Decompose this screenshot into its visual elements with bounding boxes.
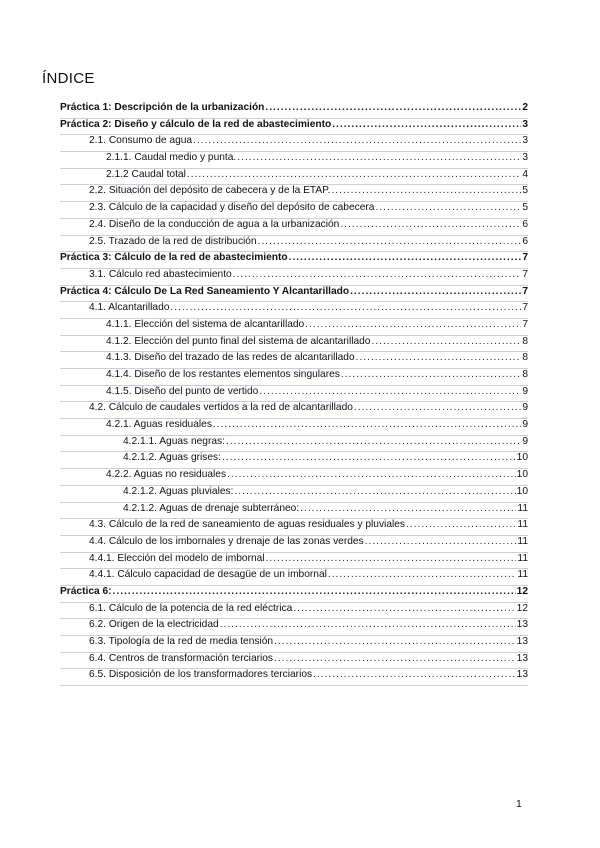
- toc-entry-title: 6.2. Origen de la electricidad: [89, 619, 219, 631]
- toc-entry-page: 4: [522, 168, 528, 180]
- toc-entry-title: 4.2.1.2. Aguas grises:: [123, 452, 221, 464]
- toc-entry[interactable]: [60, 236, 528, 253]
- toc-entry[interactable]: [60, 669, 528, 686]
- toc-entry-page: 10: [516, 452, 528, 464]
- toc-entry-title: 4.2.1.2. Aguas pluviales:: [123, 485, 234, 497]
- toc-entry[interactable]: [60, 286, 528, 303]
- toc-entry-page: 8: [522, 335, 528, 347]
- toc-entry-page: 13: [516, 619, 528, 631]
- toc-entry-title: 2.2. Situación del depósito de cabecera y de la ETAP.: [89, 185, 331, 197]
- toc-entry-page: 6: [522, 235, 528, 247]
- toc-entry[interactable]: [60, 419, 528, 436]
- toc-entry-page: 7: [522, 252, 528, 264]
- toc-entry-title: 4.2.1.2. Aguas de drenaje subterráneo:: [123, 502, 300, 514]
- toc-entry[interactable]: [60, 185, 528, 202]
- toc-entry-page: 11: [517, 569, 528, 581]
- toc-entry-title: 2.4. Diseño de la conducción de agua a la urbanización: [89, 218, 340, 230]
- toc-leader-dots: [187, 169, 521, 180]
- toc-entry-page: 7: [522, 268, 528, 280]
- toc-leader-dots: [313, 669, 516, 680]
- toc-entry-title: 2.1. Consumo de agua: [89, 135, 193, 147]
- toc-entry[interactable]: [60, 269, 528, 286]
- toc-heading: ÍNDICE: [42, 70, 95, 87]
- toc-entry-page: 13: [516, 669, 528, 681]
- toc-entry[interactable]: [60, 569, 528, 586]
- toc-entry-title: 2.3. Cálculo de la capacidad y diseño del depósito de cabecera: [89, 202, 375, 214]
- toc-entry-page: 5: [522, 202, 528, 214]
- toc-entry[interactable]: [60, 152, 528, 169]
- toc-leader-dots: [356, 352, 522, 363]
- toc-entry-page: 8: [522, 369, 528, 380]
- toc-leader-dots: [406, 519, 516, 530]
- toc-entry[interactable]: [60, 536, 528, 553]
- toc-entry-page: 6: [522, 218, 528, 230]
- toc-entry-title: Práctica 2: Diseño y cálculo de la red de abastecimiento: [60, 118, 332, 130]
- toc-leader-dots: [300, 503, 516, 514]
- toc-entry[interactable]: [60, 202, 528, 219]
- toc-entry-page: 13: [516, 652, 528, 664]
- toc-entry[interactable]: [60, 352, 528, 369]
- toc-leader-dots: [341, 369, 521, 380]
- toc-entry-title: 2.5. Trazado de la red de distribución: [89, 235, 257, 247]
- toc-entry-title: Práctica 3: Cálculo de la red de abastecimiento: [60, 252, 288, 264]
- toc-entry-page: 3: [522, 118, 528, 130]
- toc-entry-title: 4.1. Alcantarillado: [89, 302, 170, 314]
- toc-leader-dots: [213, 419, 521, 430]
- toc-entry-title: 6.1. Cálculo de la potencia de la red eléctrica: [89, 602, 293, 614]
- toc-leader-dots: [340, 219, 521, 230]
- toc-entry[interactable]: [60, 336, 528, 353]
- toc-entry-page: 10: [516, 485, 528, 497]
- toc-entry-title: 4.1.2. Elección del punto final del sistema de alcantarillado: [106, 335, 371, 347]
- toc-leader-dots: [193, 135, 521, 146]
- toc-entry-title: 4.2.1. Aguas residuales: [106, 419, 212, 431]
- toc-entry[interactable]: [60, 302, 528, 319]
- toc-entry-page: 12: [516, 602, 528, 614]
- toc-leader-dots: [350, 286, 521, 297]
- toc-entry[interactable]: [60, 636, 528, 653]
- toc-entry[interactable]: [60, 469, 528, 486]
- toc-entry-title: 4.2. Cálculo de caudales vertidos a la red de alcantarillado: [89, 402, 353, 414]
- toc-entry[interactable]: [60, 219, 528, 236]
- toc-entry-title: Práctica 6:: [60, 585, 112, 597]
- toc-entry[interactable]: [60, 169, 528, 186]
- toc-entry-title: 3.1. Cálculo red abastecimiento: [89, 268, 232, 280]
- toc-entry-title: 6.4. Centros de transformación terciarios: [89, 652, 274, 664]
- toc-leader-dots: [331, 185, 521, 196]
- toc-entry[interactable]: [60, 402, 528, 419]
- toc-entry-title: 4.2.1.1. Aguas negras:: [123, 435, 225, 447]
- toc-leader-dots: [375, 202, 521, 213]
- table-of-contents: [60, 102, 528, 686]
- toc-entry-page: 11: [517, 552, 528, 564]
- toc-entry-page: 2: [522, 102, 528, 113]
- toc-leader-dots: [289, 252, 522, 263]
- toc-entry-title: Práctica 1: Descripción de la urbanización: [60, 102, 265, 113]
- toc-entry[interactable]: [60, 135, 528, 152]
- toc-entry[interactable]: [60, 436, 528, 453]
- toc-entry-title: 2.1.2 Caudal total: [106, 168, 186, 180]
- toc-entry-title: 4.4. Cálculo de los imbornales y drenaje de las zonas verdes: [89, 535, 364, 547]
- toc-entry-page: 3: [522, 135, 528, 147]
- toc-entry-title: 4.3. Cálculo de la red de saneamiento de aguas residuales y pluviales: [89, 519, 406, 531]
- toc-entry-page: 13: [516, 636, 528, 647]
- toc-leader-dots: [305, 319, 521, 330]
- toc-entry-page: 12: [516, 585, 528, 597]
- toc-entry-title: 4.1.4. Diseño de los restantes elementos singulares: [106, 369, 340, 380]
- toc-entry-page: 9: [522, 385, 528, 397]
- toc-entry[interactable]: [60, 452, 528, 469]
- toc-entry-page: 11: [517, 535, 528, 547]
- toc-leader-dots: [237, 152, 521, 163]
- toc-entry-page: 7: [522, 285, 528, 297]
- toc-leader-dots: [274, 636, 516, 647]
- toc-entry[interactable]: [60, 603, 528, 620]
- toc-leader-dots: [258, 236, 522, 247]
- toc-leader-dots: [233, 269, 522, 280]
- toc-entry[interactable]: [60, 319, 528, 336]
- toc-entry-page: 7: [522, 302, 528, 314]
- toc-leader-dots: [234, 486, 515, 497]
- toc-leader-dots: [113, 586, 516, 597]
- toc-entry[interactable]: [60, 619, 528, 636]
- toc-entry-title: Práctica 4: Cálculo De La Red Saneamiento Y Alcantarillado: [60, 285, 350, 297]
- toc-entry[interactable]: [60, 586, 528, 603]
- page-number: 1: [516, 798, 522, 810]
- toc-entry-title: 4.2.2. Aguas no residuales: [106, 469, 227, 481]
- toc-entry-page: 11: [517, 502, 528, 514]
- toc-entry-title: 6.3. Tipología de la red de media tensión: [89, 636, 274, 647]
- toc-leader-dots: [265, 102, 521, 113]
- toc-leader-dots: [259, 386, 521, 397]
- toc-leader-dots: [354, 402, 521, 413]
- toc-entry[interactable]: [60, 553, 528, 570]
- toc-entry[interactable]: [60, 503, 528, 520]
- toc-entry-page: 7: [522, 318, 528, 330]
- toc-entry[interactable]: [60, 486, 528, 503]
- toc-entry-page: 8: [522, 352, 528, 364]
- toc-leader-dots: [293, 603, 515, 614]
- toc-leader-dots: [365, 536, 517, 547]
- toc-entry-page: 11: [517, 519, 528, 531]
- toc-entry-title: 6.5. Disposición de los transformadores terciarios: [89, 669, 313, 681]
- toc-entry[interactable]: [60, 102, 528, 119]
- toc-entry[interactable]: [60, 653, 528, 670]
- toc-entry-title: 4.1.1. Elección del sistema de alcantarillado: [106, 318, 305, 330]
- toc-entry-page: 10: [516, 469, 528, 481]
- toc-entry-page: 3: [522, 152, 528, 164]
- toc-entry[interactable]: [60, 386, 528, 403]
- toc-entry-page: 9: [522, 419, 528, 431]
- toc-entry[interactable]: [60, 369, 528, 386]
- toc-leader-dots: [332, 119, 521, 130]
- toc-entry-title: 4.4.1. Elección del modelo de imbornal: [89, 552, 265, 564]
- toc-leader-dots: [226, 436, 521, 447]
- toc-entry-page: 9: [522, 402, 528, 414]
- toc-leader-dots: [274, 653, 516, 664]
- toc-leader-dots: [371, 336, 521, 347]
- toc-leader-dots: [220, 619, 516, 630]
- toc-entry[interactable]: [60, 519, 528, 536]
- toc-entry[interactable]: [60, 252, 528, 269]
- toc-leader-dots: [266, 553, 517, 564]
- toc-leader-dots: [227, 469, 516, 480]
- toc-entry-title: 4.4.1. Cálculo capacidad de desagüe de un imbornal: [89, 569, 327, 581]
- toc-entry-title: 4.1.5. Diseño del punto de vertido: [106, 385, 259, 397]
- toc-leader-dots: [170, 302, 521, 313]
- toc-entry-title: 4.1.3. Diseño del trazado de las redes de alcantarillado: [106, 352, 355, 364]
- toc-entry[interactable]: [60, 119, 528, 136]
- toc-entry-title: 2.1.1. Caudal medio y punta.: [106, 152, 237, 164]
- toc-entry-page: 5: [522, 185, 528, 197]
- toc-leader-dots: [222, 452, 516, 463]
- toc-entry-page: 9: [522, 435, 528, 447]
- toc-leader-dots: [328, 569, 517, 580]
